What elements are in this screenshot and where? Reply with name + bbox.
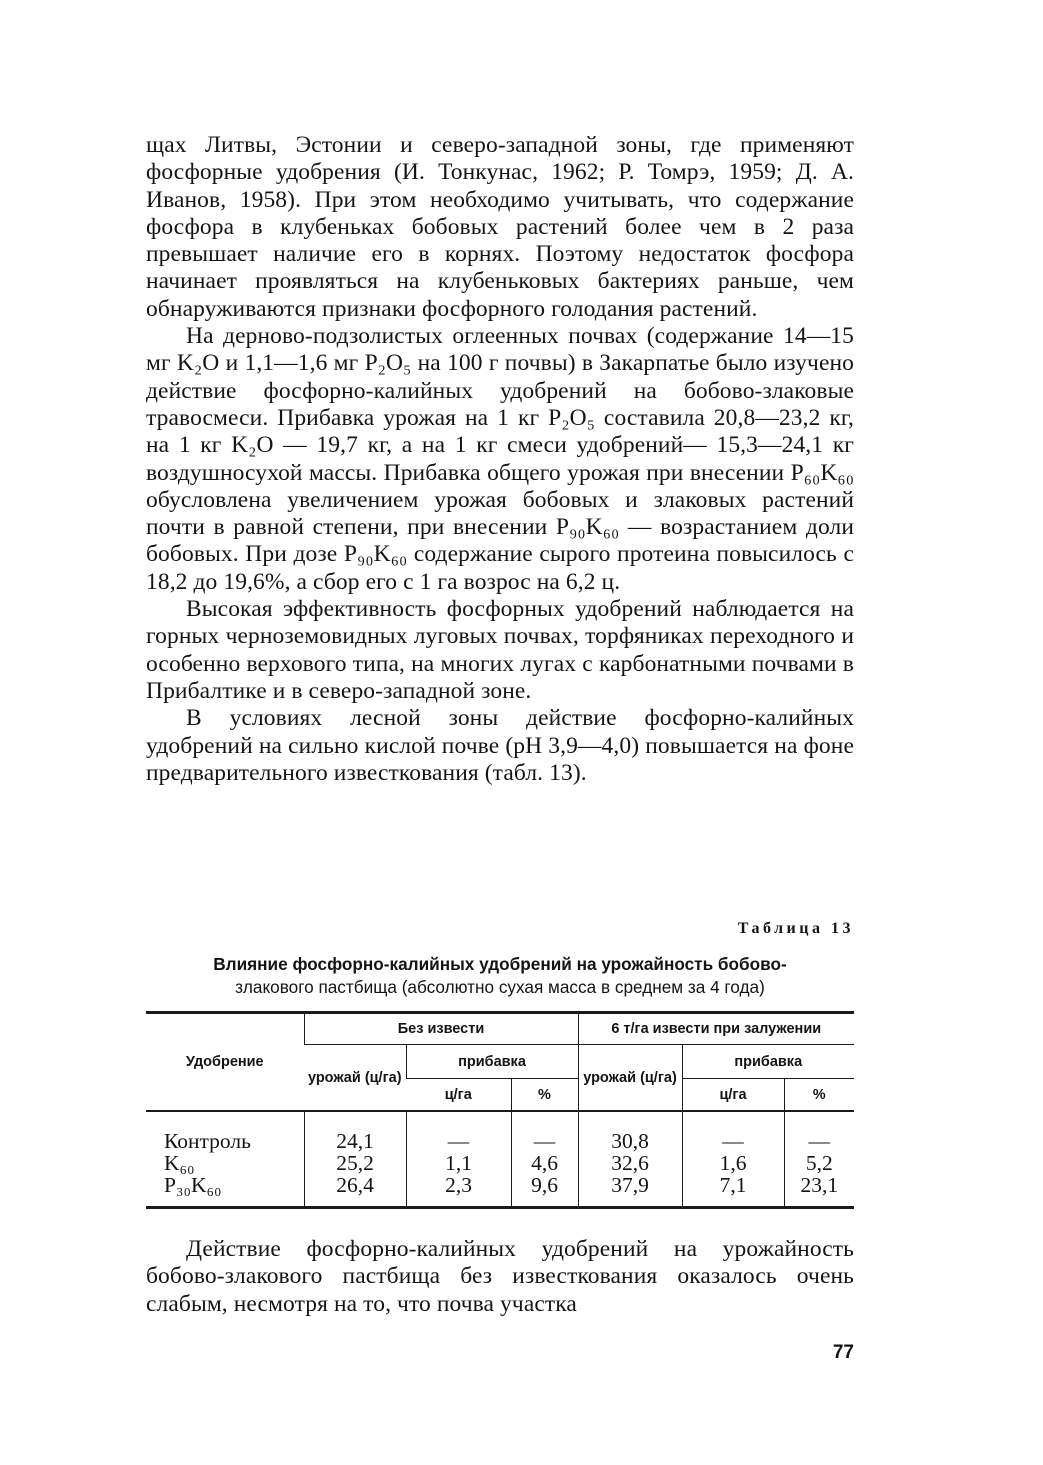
column-gain-cga-lime (682, 1111, 784, 1208)
cell-yield-lime: 30,8 (611, 1129, 649, 1153)
header-gain-no-lime: прибавка (406, 1045, 578, 1079)
cell-gain-cga-no-lime: 2,3 (445, 1173, 472, 1197)
cell-yield-lime: 37,9 (611, 1173, 649, 1197)
cell-gain-cga-lime: 1,6 (719, 1151, 747, 1175)
header-pct-no-lime: % (511, 1079, 578, 1112)
table-caption-line-2: злакового пастбища (абсолютно сухая масса в среднем за 4 года) (235, 977, 765, 997)
cell-gain-cga-no-lime: — (447, 1129, 470, 1153)
body-text-top (146, 132, 854, 787)
column-fertilizer (146, 1111, 304, 1208)
paragraph-3: Высокая эффективность фосфорных удобрений наблюдается на горных черноземовидных луговых почвах, торфяниках переходного и особенно верхового типа, на многих лугах с карбонатными почвами в Прибалтике и в северо-западной зоне. (146, 596, 854, 704)
paragraph-2: На дерново-подзолистых оглеенных почвах (содержание 14—15 мг K₂O и 1,1—1,6 мг P₂O₅ на 100 г почвы) в Закарпатье было изучено действие фосфорно-калийных удобрений на бобово-злаковые травосмеси. Прибавка урожая на 1 кг P₂O₅ составила 20,8—23,2 кг, на 1 кг K₂O — 19,7 кг, а на 1 кг смеси удобрений— 15,3—24,1 кг воздушносухой массы. Прибавка общего урожая при внесении P₆₀K₆₀ обусловлена увеличением урожая бобовых и злаковых растений почти в равной степени, при внесении P₉₀K₆₀ — возрастанием доли бобовых. При дозе P₉₀K₆₀ содержание сырого протеина повысилось с 18,2 до 19,6%, а сбор его с 1 га возрос на 6,2 ц. (146, 323, 854, 595)
body-text-bottom (146, 1236, 854, 1318)
header-lime: 6 т/га извести при залужении (578, 1013, 854, 1045)
row-label-k60: K₆₀ (164, 1151, 195, 1175)
header-yield-no-lime: урожай (ц/га) (304, 1045, 406, 1112)
data-table (146, 1011, 854, 1209)
cell-gain-pct-lime: 5,2 (805, 1151, 833, 1175)
table-body-row (146, 1111, 854, 1208)
column-gain-cga-no-lime (406, 1111, 511, 1208)
page-number: 77 (832, 1342, 854, 1363)
column-gain-pct-lime (784, 1111, 854, 1208)
cell-gain-cga-no-lime: 1,1 (445, 1151, 472, 1175)
header-cga-no-lime: ц/га (406, 1079, 511, 1112)
cell-gain-pct-no-lime: — (533, 1129, 556, 1153)
cell-gain-pct-no-lime: 4,6 (531, 1151, 558, 1175)
cell-gain-pct-lime: — (808, 1129, 830, 1153)
cell-gain-cga-lime: 7,1 (719, 1173, 747, 1197)
column-yield-lime (578, 1111, 682, 1208)
cell-yield-lime: 32,6 (611, 1151, 649, 1175)
cell-gain-pct-lime: 23,1 (800, 1173, 839, 1197)
cell-gain-cga-lime: — (722, 1129, 744, 1153)
column-gain-pct-no-lime (511, 1111, 578, 1208)
header-yield-lime: урожай (ц/га) (578, 1045, 682, 1112)
paragraph-1: щах Литвы, Эстонии и северо-западной зоны, где применяют фосфорные удобрения (И. Тонкунас, 1962; Р. Томрэ, 1959; Д. А. Иванов, 1958). При этом необходимо учитывать, что содержание фосфора в клубеньках бобовых растений более чем в 2 раза превышает наличие его в корнях. Поэтому недостаток фосфора начинает проявляться на клубеньковых бактериях раньше, чем обнаруживаются признаки фосфорного голодания растений. (146, 132, 854, 322)
header-cga-lime: ц/га (682, 1079, 784, 1112)
paragraph-4: В условиях лесной зоны действие фосфорно-калийных удобрений на сильно кислой почве (pH 3,9—4,0) повышается на фоне предварительного известкования (табл. 13). (146, 705, 854, 786)
table-caption-line-1: Влияние фосфорно-калийных удобрений на урожайность бобово- (213, 954, 787, 974)
header-pct-lime: % (784, 1079, 854, 1112)
column-yield-no-lime (304, 1111, 406, 1208)
header-no-lime: Без извести (304, 1013, 578, 1045)
paragraph-5: Действие фосфорно-калийных удобрений на урожайность бобово-злакового пастбища без известкования оказалось очень слабым, несмотря на то, что почва участка (146, 1236, 854, 1317)
header-gain-lime: прибавка (682, 1045, 854, 1079)
row-label-control: Контроль (164, 1129, 251, 1153)
table-caption (146, 953, 854, 999)
cell-yield-no-lime: 26,4 (336, 1173, 374, 1197)
cell-yield-no-lime: 25,2 (336, 1151, 374, 1175)
cell-yield-no-lime: 24,1 (336, 1129, 374, 1153)
table-label: Таблица 13 (737, 920, 854, 937)
header-fertilizer: Удобрение (146, 1013, 304, 1112)
cell-gain-pct-no-lime: 9,6 (531, 1173, 558, 1197)
row-label-p30k60: P₃₀K₆₀ (164, 1173, 222, 1197)
